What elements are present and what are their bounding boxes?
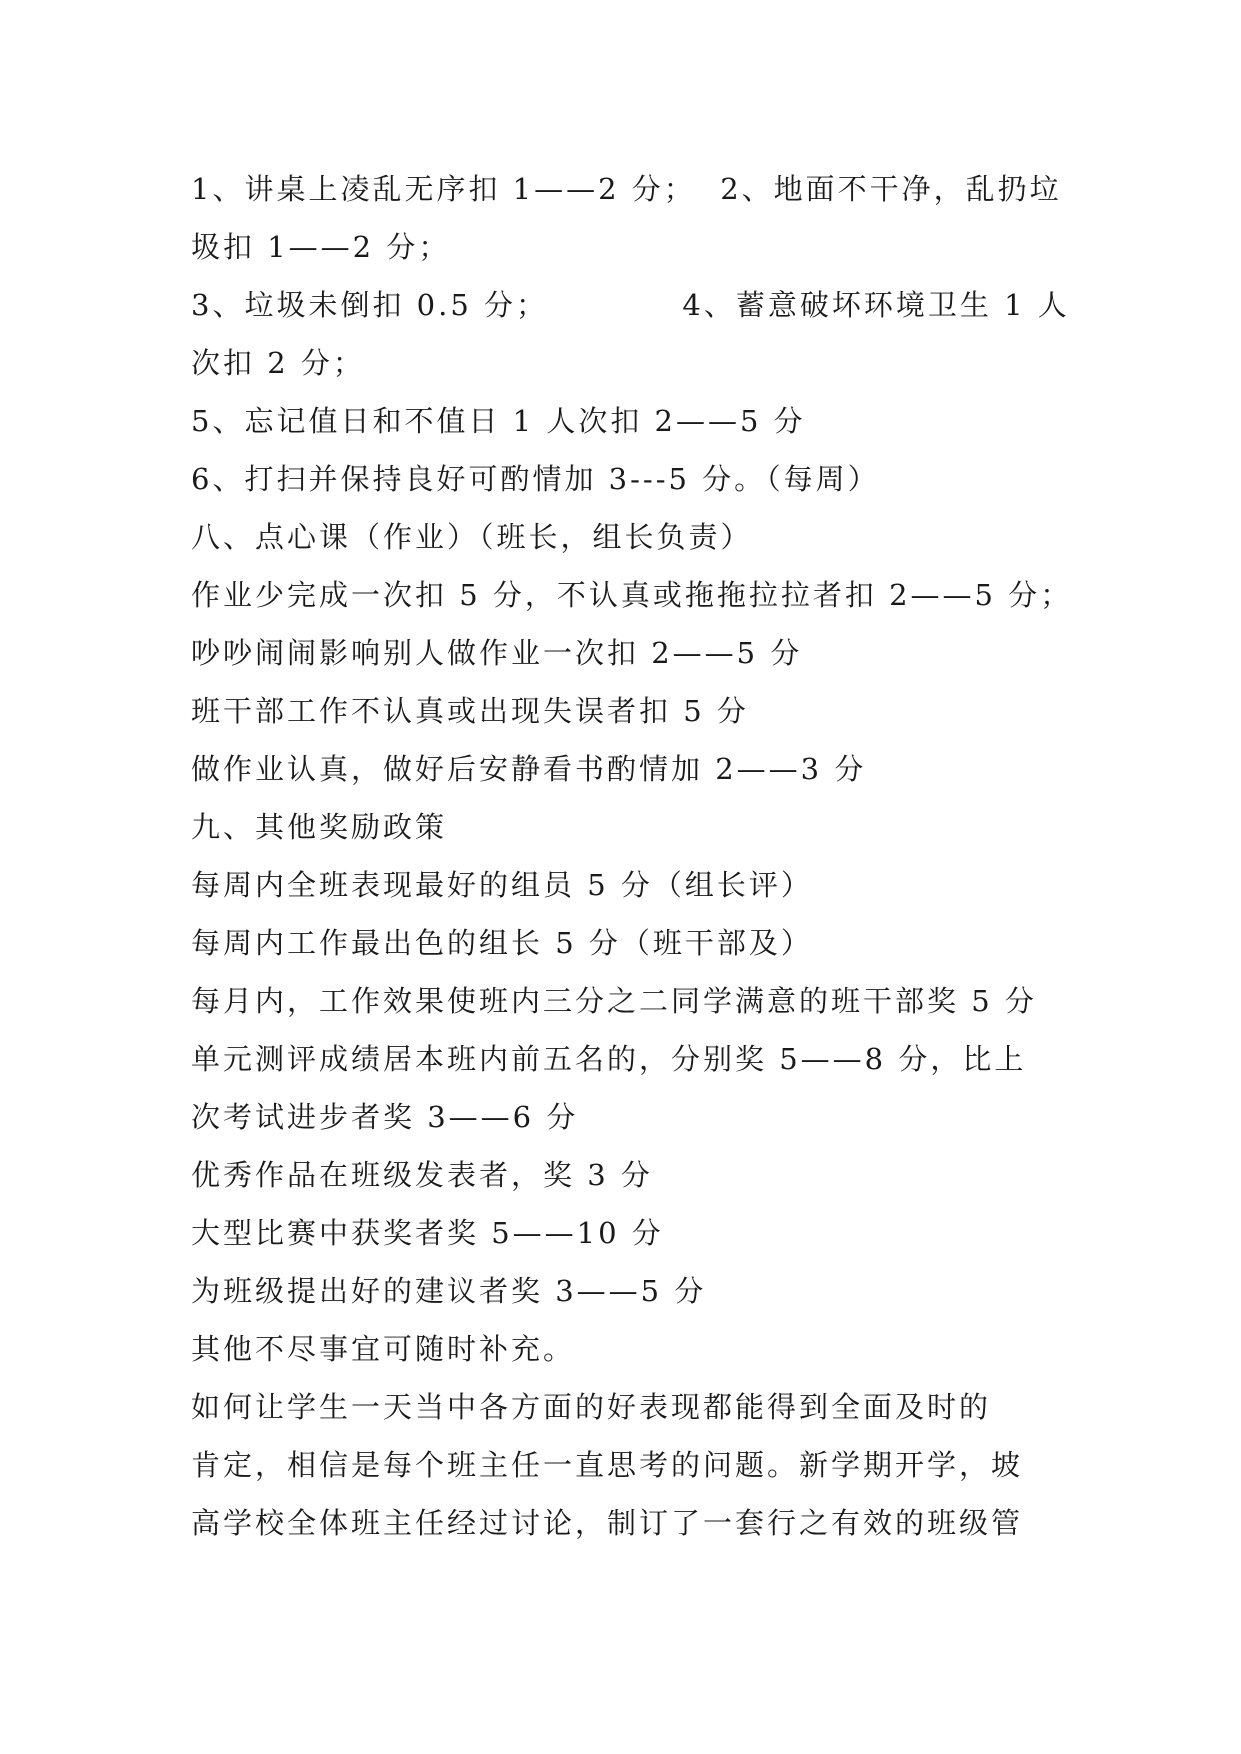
text-line: 优秀作品在班级发表者，奖 3 分 <box>191 1158 653 1192</box>
text-line: 5、忘记值日和不值日 1 人次扣 2——5 分 <box>191 404 806 438</box>
paragraph-line: 肯定，相信是每个班主任一直思考的问题。新学期开学，坡 <box>191 1448 1024 1482</box>
text-line: 班干部工作不认真或出现失误者扣 5 分 <box>191 694 749 728</box>
text-line: 3、垃圾未倒扣 0.5 分； 4、蓄意破坏环境卫生 1 人 <box>191 288 1070 322</box>
text-line: 圾扣 1——2 分； <box>191 230 451 264</box>
text-line: 为班级提出好的建议者奖 3——5 分 <box>191 1274 707 1308</box>
section-heading: 九、其他奖励政策 <box>191 810 448 844</box>
paragraph-line: 高学校全体班主任经过讨论，制订了一套行之有效的班级管 <box>191 1506 1024 1540</box>
text-line: 单元测评成绩居本班内前五名的，分别奖 5——8 分，比上 <box>191 1042 1027 1076</box>
paragraph-line: 如何让学生一天当中各方面的好表现都能得到全面及时的 <box>191 1390 992 1424</box>
document-body <box>191 160 1073 1552</box>
text-line: 其他不尽事宜可随时补充。 <box>191 1332 576 1366</box>
text-line: 作业少完成一次扣 5 分，不认真或拖拖拉拉者扣 2——5 分； <box>191 578 1073 612</box>
text-line: 次考试进步者奖 3——6 分 <box>191 1100 579 1134</box>
text-line: 次扣 2 分； <box>191 346 365 380</box>
text-line: 每周内全班表现最好的组员 5 分（组长评） <box>191 868 813 902</box>
section-heading: 八、点心课（作业）（班长，组长负责） <box>191 520 753 554</box>
text-line: 吵吵闹闹影响别人做作业一次扣 2——5 分 <box>191 636 803 670</box>
text-line: 1、讲桌上凌乱无序扣 1——2 分； 2、地面不干净，乱扔垃 <box>191 172 1062 206</box>
text-line: 每周内工作最出色的组长 5 分（班干部及） <box>191 926 813 960</box>
text-line: 6、打扫并保持良好可酌情加 3---5 分。（每周） <box>191 462 880 496</box>
text-line: 每月内，工作效果使班内三分之二同学满意的班干部奖 5 分 <box>191 984 1037 1018</box>
text-line: 大型比赛中获奖者奖 5——10 分 <box>191 1216 664 1250</box>
text-line: 做作业认真，做好后安静看书酌情加 2——3 分 <box>191 752 867 786</box>
